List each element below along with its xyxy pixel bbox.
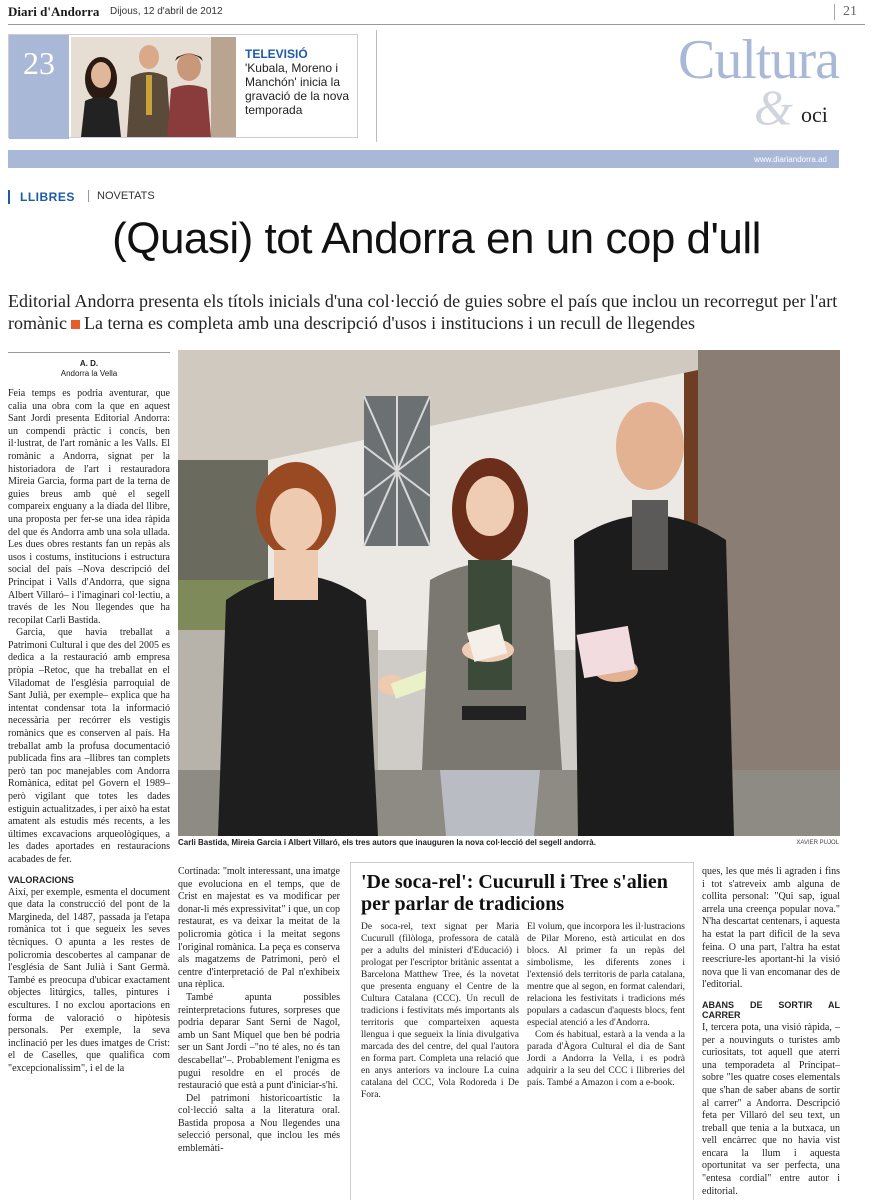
body-paragraph: Com és habitual, estarà a la venda a la parada d'Àgora Cultural el dia de Sant Jordi a Andorra la Vella, i es podrà adquirir a la seu del CCC i llibreries del país. També a Amazon i com a e-book. [527, 1030, 685, 1088]
category-label: LLIBRES [8, 190, 75, 204]
body-paragraph: Del patrimoni historicoartístic la col·lecció salta a la literatura oral. Bastida proposa a Nou llegendes una selecció personal, que inclou les més emblemàti- [178, 1092, 340, 1155]
teaser-photo [71, 37, 236, 137]
body-paragraph: Cortinada: "molt interessant, una imatge que evoluciona en el temps, que de Crist en majestat es va modificar per donar-li més expressivitat" i que, un cop restaurat, es va deixar la meitat de la policromia gòtica i la meitat segons l'original romànica. La peça es conserva als magatzems de Patrimoni, però el centre d'interpretació de Pal n'exhibeix una rèplica. [178, 866, 340, 991]
body-paragraph: Així, per exemple, esmenta el document que data la construcció del pont de la Margineda, del 1487, passada ja l'etapa romànica tot i que segueix les seves tècniques. O apunta a les restes de policromia descobertes al campanar de l'església de Sant Julià i Sant Germà. També es preocupa d'ubicar exactament objectes litúrgics, talles, pintures i escultures. I no exclou aportacions en forma de valoració o hipòtesis personals. Per exemple, la seva inclinació per les dues imatges de Crist: el de Caselles, que qualifica com "excepcionalíssim", i el de la [8, 886, 170, 1074]
teaser-text [245, 47, 357, 117]
body-paragraph: I, tercera pota, una visió ràpida, –per a nouvinguts o turistes amb curiositats, tot aquell que aterri una temporadeta al Principat– sobre "les quatre coses elementals que s'han de saber abans de sortir al carrer" a Andorra. Descripció feta per Villaró del seu text, un treball que tenia a la butxaca, un vell encàrrec que no havia vist encara la llum i aquesta oportunitat va ser perfecta, una "entesa cordial" entre autor i editorial. [702, 1021, 840, 1197]
standfirst-part-b: La terna es completa amb una descripció d'usos i institucions i un recull de llegendes [83, 313, 696, 333]
page-header [8, 4, 865, 26]
article-photo [178, 350, 840, 836]
article-photo-illustration [178, 350, 840, 836]
subcategory-label: NOVETATS [88, 190, 155, 202]
article-standfirst [8, 290, 860, 334]
section-title: Cultura [678, 29, 839, 91]
teaser-photo-illustration [71, 37, 236, 137]
subhead: ABANS DE SORTIR AL CARRER [702, 999, 840, 1020]
bullet-square-icon [71, 320, 80, 329]
article-column-2 [178, 866, 340, 1156]
sidebar-column-1 [361, 921, 519, 1101]
section-subtitle: oci [801, 102, 828, 127]
subhead: VALORACIONS [8, 874, 74, 885]
sidebar-column-2 [527, 921, 685, 1089]
photo-credit: XAVIER PUJOL [796, 840, 839, 846]
site-url[interactable]: www.diariandorra.ad [754, 155, 827, 164]
body-paragraph: També apunta possibles reinterpretacions futures, sorpreses que podria deparar Sant Serni de Nagol, amb un Sant Miquel que ben bé podria ser un Sant Jordi –"no té ales, no és tan descabellat"–. Probablement l'enigma es pugui resoldre en el procés de restauració que està a punt d'iniciar-s'hi. [178, 991, 340, 1092]
standfirst-part-a: Editorial Andorra presenta els títols inicials d'una col·lecció de guies sobre el país que inclou un recorregut per l'art romànic [8, 291, 838, 333]
teaser-page-number: 23 [9, 35, 69, 139]
body-paragraph: El volum, que incorpora les il·lustracions de Pilar Moreno, està articulat en dos blocs. Al primer fa un repàs del simbolisme, les diferents zones i l'extensió dels territoris de parla catalana, mentre que al segon, en format calendari, relaciona les festivitats i tradicions més populars a cadascun d'aquests blocs, fent especial atenció a les d'Andorra. [527, 922, 685, 1028]
masthead: Diari d'Andorra [8, 4, 100, 19]
body-paragraph: De soca-rel, text signat per Maria Cucurull (filòloga, professora de català per a adults del ministeri d'Educació) i prologat per l'escriptor britànic assentat a Barcelona Matthew Tree, és la novetat que presenta enguany el Centre de la Cultura Catalana (CCC). Un recull de tradicions i festivitats més importants als territoris que comparteixen aquesta llengua i que segueix la línia divulgativa marcada des del centre, del qual l'autora en forma part. Completa una relació que en anys anteriors va incloure La cuina catalana del CCC, Vola Rodoreda i De Fora. [361, 922, 519, 1100]
section-bar [8, 150, 839, 168]
byline-place: Andorra la Vella [60, 369, 118, 378]
section-ampersand: & [754, 79, 793, 135]
divider [834, 4, 835, 20]
sidebar-headline: 'De soca-rel': Cucurull i Tree s'alien per parlar de tradicions [361, 871, 668, 915]
byline [8, 352, 170, 379]
article-column-1 [8, 388, 170, 1075]
body-paragraph: Garcia, que havia treballat a Patrimoni Cultural i que des del 2005 es dedica a la restauració amb empresa pròpia –Retoc, que ha treballat en el Viladomat de l'església parroquial de Sant Julià, per exemple– explica que ha intentat condensar tota la informació necessària per recórrer els vestigis romànics que es conserven al país. Ha treballat amb la profusa documentació publicada fins ara –llibres tan complets però tan poc manejables com Andorra Romànica, editat pel Govern el 1989– però vigilant que totes les dades estiguin actualitzades, i per això ha estat amatent als estudis més recents, a les últimes excavacions arqueològiques, a les dades aportades en restauracions acabades de fer. [8, 627, 170, 865]
teaser-kicker: TELEVISIÓ [245, 47, 308, 61]
article-headline: (Quasi) tot Andorra en un cop d'ull [112, 214, 761, 263]
byline-author: A. D. [79, 359, 99, 368]
body-paragraph: ques, les que més li agraden i fins i tot s'atreveix amb alguna de collita personal: "Qui sap, igual arrela una creença popular nova." N'ha descartat centenars, i aquesta ha estat la part difícil de la seva feina. O una part, l'altra ha estat reescriure-les aportant-hi la visió nova que li van encomanar des de l'editorial. [702, 866, 840, 991]
divider [8, 24, 865, 25]
sidebar-box [350, 862, 694, 1200]
dateline: Dijous, 12 d'abril de 2012 [110, 6, 223, 17]
article-column-3 [702, 866, 840, 1198]
body-paragraph: Feia temps es podria aventurar, que calia una obra com la que en aquest Sant Jordi presenta Editorial Andorra: un compendi pràctic i concís, ben il·lustrat, de l'art romànic a les Valls. El romànic a Andorra, signat per la historiadora de l'art i restauradora Mireia Garcia, forma part de la terna de guies breus amb què el segell compareix enguany a la diada del llibre, una proposta per fer-se una idea ràpida del que és Andorra amb una sola ullada. Les dues obres restants fan un repàs als usos i costums, institucions i estructura social del país –Nova descripció del Principat i Valls d'Andorra, que signa Albert Villaró– i l'imaginari col·lectiu, a través de les Nou llegendes que ha recopilat Carli Bastida. [8, 388, 170, 626]
divider [376, 30, 377, 142]
teaser-box[interactable] [8, 34, 358, 138]
page-number: 21 [843, 4, 857, 19]
teaser-headline[interactable]: 'Kubala, Moreno i Manchón' inicia la gravació de la nova temporada [245, 61, 350, 117]
photo-caption: Carli Bastida, Mireia Garcia i Albert Villaró, els tres autors que inauguren la nova col·lecció del segell andorrà. [178, 838, 596, 847]
